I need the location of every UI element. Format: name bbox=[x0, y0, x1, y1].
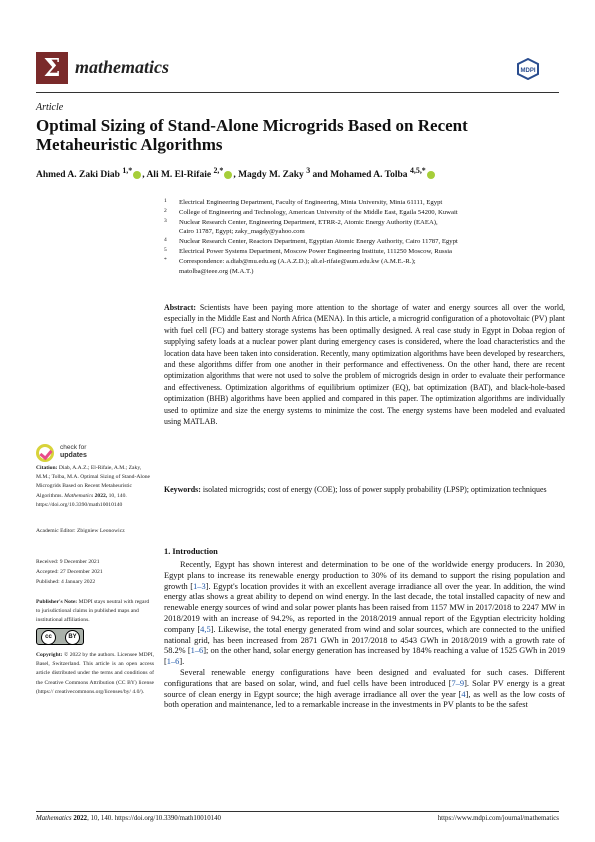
paragraph: Recently, Egypt has shown interest and determination to be one of the worldwide energy producers. In 2030, Egypt plans to increase its renewable energy production to 30% of its demand to support the rising population and growth [1–3]. Egypt's location provides it with an excellent average irradiance all over the year. In addition, the wind energy atlas shows a great ability to depend on wind energy. In the last decade, the total installed capacity of new and renewable energy sources of wind and solar power plants has been raised from 1157 MW in 2017/2018 to 2247 MW in 2018/2019 with an increase of 94.2%, as reported in the 2018/2019 annual report of the Egyptian electricity holding company [4,5]. Likewise, the total energy generated from wind and solar sources, which are connected to the unified national grid, has been increased from 2871 GWh in 2017/2018 to 4543 GWh in 2018/2019 with a growth rate of 58.2% [1–6]; on the other hand, solar energy generation has increased by 184% reaching a value of 1525 GWh in 2019 [1–6]. bbox=[164, 560, 566, 667]
citation-link[interactable]: 1–6 bbox=[166, 657, 180, 667]
header-divider bbox=[36, 92, 559, 93]
author-sup: 2,* bbox=[213, 166, 224, 175]
author-name: Ahmed A. Zaki Diab bbox=[36, 170, 120, 181]
orcid-icon[interactable] bbox=[224, 171, 232, 179]
correspondence: * Correspondence: a.diab@mu.edu.eg (A.A.Z.D.); ali.el-rifaie@aum.edu.kw (A.M.E.-R.); bbox=[164, 256, 416, 265]
affiliation-item: 2 College of Engineering and Technology, American University of the Middle East, Egaila 54200, Kuwait bbox=[164, 207, 458, 216]
keywords bbox=[164, 484, 565, 495]
abstract bbox=[164, 302, 565, 427]
author-sup: 3 bbox=[306, 166, 311, 175]
author-name: Mohamed A. Tolba bbox=[330, 170, 408, 181]
footer-journal-url[interactable]: https://www.mdpi.com/journal/mathematics bbox=[437, 815, 559, 822]
affiliation-item: 5 Electrical Power Systems Department, Moscow Power Engineering Institute, 111250 Moscow, Russia bbox=[164, 246, 453, 255]
check-for-updates-badge[interactable]: check for updates bbox=[36, 444, 126, 466]
orcid-icon[interactable] bbox=[133, 171, 141, 179]
author-name: Ali M. El-Rifaie bbox=[146, 170, 212, 181]
publisher-note: Publisher's Note: MDPI stays neutral with regard to jurisdictional claims in published maps and institutional affiliations. bbox=[36, 599, 150, 624]
citation-link[interactable]: 1–6 bbox=[190, 646, 204, 656]
citation-link[interactable]: 4,5 bbox=[200, 624, 211, 634]
author-list: Ahmed A. Zaki Diab $^{1,*}$ , Ali M. El-Rifaie $^{2,*}$ , Magdy M. Zaky $^3$ and Mohamed A. Tolba $^{4,5,*}$ bbox=[36, 166, 566, 180]
section-heading: 1. Introduction bbox=[164, 547, 218, 556]
affiliation-continued: Cairo 11787, Egypt; zaky_magdy@yahoo.com bbox=[179, 228, 305, 236]
received-date: Received: 9 December 2021 bbox=[36, 559, 100, 565]
accepted-date: Accepted: 27 December 2021 bbox=[36, 569, 103, 575]
journal-logo: Σ bbox=[36, 52, 68, 84]
published-date: Published: 4 January 2022 bbox=[36, 579, 96, 585]
author-name: Magdy M. Zaky bbox=[238, 170, 304, 181]
keywords-label: Keywords: bbox=[164, 485, 201, 494]
affiliation-item: 3 Nuclear Research Center, Engineering Department, ETRR-2, Atomic Energy Authority (EAEA), bbox=[164, 217, 438, 226]
intro-body bbox=[164, 560, 565, 711]
footer-divider bbox=[36, 811, 559, 812]
journal-name: mathematics bbox=[75, 57, 169, 77]
affiliations bbox=[164, 198, 564, 276]
mdpi-logo bbox=[516, 58, 540, 80]
mdpi-logo-text: MDPI bbox=[520, 68, 536, 74]
copyright-block: Copyright: © 2022 by the authors. Licensee MDPI, Basel, Switzerland. This article is an open access article distributed under the terms and conditions of the Creative Commons Attribution (CC BY) license (https:// creativecommons.org/licenses/by/ 4.0/). bbox=[36, 652, 154, 695]
abstract-text: Scientists have been paying more attention to the shortage of water and energy sources all over the world, especially in the Middle East and North Africa (MENA). In this article, a microgrid configuration of a photovoltaic (PV) plant with fuel cell (FC) and battery storage systems has been optimally designed. A real case study in Egypt in Dobaa region of supplying safety loads at a nuclear power plant during emergency cases is considered, where the load characteristics and the location data have been taken into consideration. Recently, many optimization algorithms have been developed by researchers, and these algorithms differ from one another in their performance and effectiveness. On the other hand, there are recent optimization algorithms that were not used to solve the problem of microgrids design in order to evaluate their performance and effectiveness. Optimization algorithms of equilibrium optimizer (EQ), bat optimization (BAT), and black-hole-based optimization (BHB) algorithms have been applied and compared in this paper. The optimization algorithms are individually used to optimize and size the energy systems to minimize the cost. The energy systems have been modeled and evaluated using MATLAB. bbox=[164, 303, 565, 427]
citation-block: Citation: Diab, A.A.Z.; El-Rifaie, A.M.; Zaky, M.M.; Tolba, M.A. Optimal Sizing of Stand-Alone Microgrids Based on Recent Metaheuristic Algorithms. Mathematics 2022, 10, 140. https://doi.org/10.3390/math10010140 bbox=[36, 465, 151, 508]
cc-by-license-icon[interactable]: cc BY bbox=[36, 628, 84, 645]
author-sup: 4,5,* bbox=[409, 166, 426, 175]
citation-link[interactable]: 4 bbox=[461, 689, 466, 699]
paper-title: Optimal Sizing of Stand-Alone Microgrids Based on Recent Metaheuristic Algorithms bbox=[36, 116, 468, 154]
footer-citation: Mathematics 2022, 10, 140. https://doi.org/10.3390/math10010140 bbox=[36, 815, 221, 822]
check-updates-icon bbox=[36, 444, 54, 462]
article-type: Article bbox=[36, 102, 64, 113]
citation-link[interactable]: 1–3 bbox=[193, 581, 206, 591]
keywords-text: isolated microgrids; cost of energy (COE); loss of power supply probability (LPSP); optimization techniques bbox=[202, 485, 547, 494]
orcid-icon[interactable] bbox=[427, 171, 435, 179]
correspondence-continued: matolba@ieee.org (M.A.T.) bbox=[179, 267, 254, 275]
affiliation-item: 4 Nuclear Research Center, Reactors Department, Egyptian Atomic Energy Authority, Cairo 11787, Egypt bbox=[164, 237, 458, 246]
academic-editor: Academic Editor: Zbigniew Leonowicz bbox=[36, 528, 125, 534]
abstract-label: Abstract: bbox=[164, 303, 196, 312]
citation-link[interactable]: 7–9 bbox=[451, 678, 465, 688]
affiliation-item: 1 Electrical Engineering Department, Faculty of Engineering, Minia University, Minia 61111, Egypt bbox=[164, 198, 443, 206]
author-sup: 1,* bbox=[122, 166, 133, 175]
paragraph: Several renewable energy configurations have been designed and evaluated for such cases. Different configurations that are based on solar, wind, and fuel cells have been introduced [7–9]. Solar PV energy is a great source of clean energy in Egypt source; the high average irradiance all over the year [4], as well as the low costs of both operation and maintenance, led to a remarkable increase in the investments in PV plants to be the safest bbox=[164, 667, 565, 710]
